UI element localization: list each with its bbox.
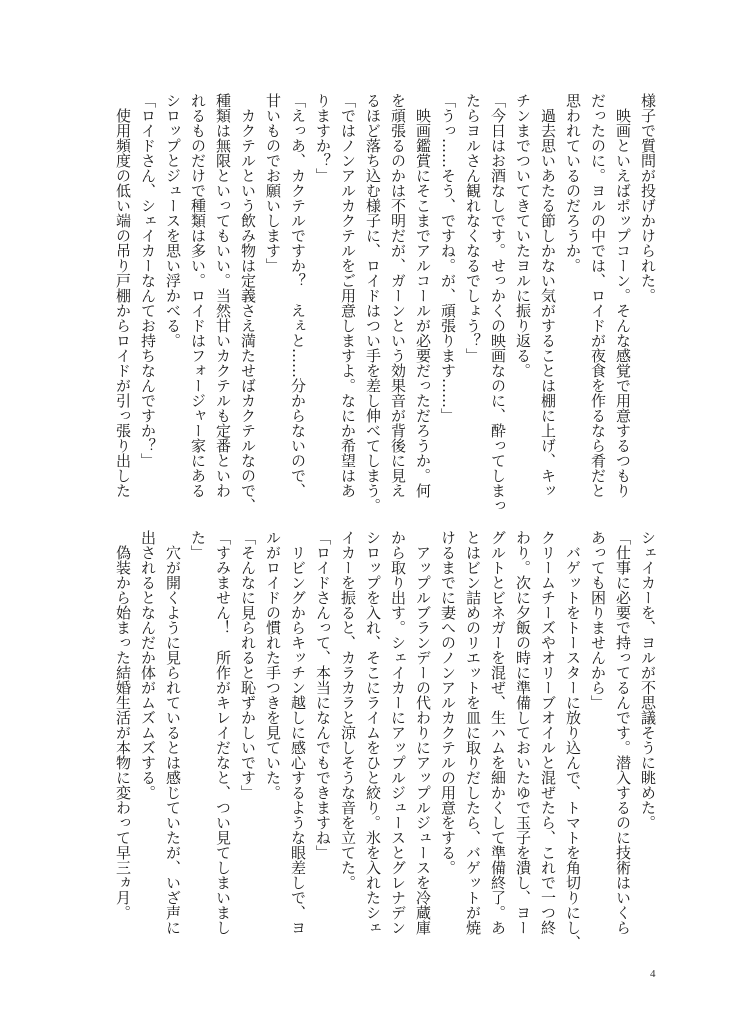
text-line: 「今日はお酒なしです。せっかくの映画なのに、酔ってしまっ xyxy=(489,93,507,513)
text-line: 種類は無限といってもいい。当然甘いカクテルも定番といわ xyxy=(214,93,232,498)
text-line: 思われているのだろうか。 xyxy=(564,93,582,273)
text-line: あっても困りませんから」 xyxy=(589,530,607,710)
text-line: カクテルという飲み物は定義さえ満たせばカクテルなので、 xyxy=(239,93,257,513)
text-line: りますか？」 xyxy=(314,93,332,183)
text-line: 「仕事に必要で持ってるんです。潜入するのに技術はいくら xyxy=(614,530,632,935)
text-line: 「すみません！ 所作がキレイだなと、つい見てしまいまし xyxy=(214,530,232,935)
text-line: アップルブランデーの代わりにアップルジュースを冷蔵庫 xyxy=(414,530,432,935)
text-line: イカーを振ると、カラカラと涼しそうな音を立てた。 xyxy=(339,530,357,890)
bottom-text-block xyxy=(110,530,660,950)
text-line: 映画鑑賞にそこまでアルコールが必要だっただろうか。何 xyxy=(414,93,432,498)
text-line: 甘いものでお願いします」 xyxy=(264,93,282,273)
top-text-block xyxy=(110,93,660,513)
text-line: ルがロイドの慣れた手つきを見ていた。 xyxy=(264,530,282,800)
text-line: たらヨルさん観れなくなるでしょう？」 xyxy=(464,93,482,363)
text-line: れるものだけで種類は多い。ロイドはフォージャー家にある xyxy=(189,93,207,498)
text-line: 「うっ……そう、ですね。が、頑張ります……」 xyxy=(439,93,457,423)
text-line: 穴が開くように見られているとは感じていたが、いざ声に xyxy=(164,530,182,935)
text-line: リビングからキッチン越しに感心するような眼差しで、ヨ xyxy=(289,530,307,935)
text-line: 「ロイドさんって、本当になんでもできますね」 xyxy=(314,530,332,860)
text-line: クリームチーズやオリーブオイルと混ぜたら、これで一つ終 xyxy=(539,530,557,935)
text-line: た」 xyxy=(189,530,207,560)
text-line: だったのに。ヨルの中では、ロイドが夜食を作るなら肴だと xyxy=(589,93,607,498)
text-line: けるまでに妻へのノンアルカクテルの用意をする。 xyxy=(439,530,457,875)
text-line: を頑張るのかは不明だが、ガーンという効果音が背後に見え xyxy=(389,93,407,498)
text-line: わり。次に夕飯の時に準備しておいたゆで玉子を潰し、ヨー xyxy=(514,530,532,935)
page-number: 4 xyxy=(650,968,656,980)
text-line: 出されるとなんだか体がムズムズする。 xyxy=(139,530,157,800)
text-line: シロップを入れ、そこにライムをひと絞り。氷を入れたシェ xyxy=(364,530,382,935)
text-line: グルトとビネガーを混ぜ、生ハムを細かくして準備終了。あ xyxy=(489,530,507,935)
text-line: 様子で質問が投げかけられた。 xyxy=(639,93,657,303)
text-line: シェイカーを、ヨルが不思議そうに眺めた。 xyxy=(639,530,657,830)
text-line: 過去思いあたる節しかない気がすることは棚に上げ、キッ xyxy=(539,93,557,498)
text-line: 偽装から始まった結婚生活が本物に変わって早三ヵ月。 xyxy=(114,530,132,920)
text-line: 「ロイドさん、シェイカーなんてお持ちなんですか？」 xyxy=(139,93,157,468)
text-line: るほど落ち込む様子に、ロイドはつい手を差し伸べてしまう。 xyxy=(364,93,382,513)
text-line: とはビン詰めのリエットを皿に取りだしたら、バゲットが焼 xyxy=(464,530,482,935)
text-line: チンまでついてきていたヨルに振り返る。 xyxy=(514,93,532,378)
text-line: 「そんなに見られると恥ずかしいです」 xyxy=(239,530,257,800)
text-line: 使用頻度の低い端の吊り戸棚からロイドが引っ張り出した xyxy=(114,93,132,498)
text-line: バゲットをトースターに放り込んで、トマトを角切りにし、 xyxy=(564,530,582,950)
text-line: 映画といえばポップコーン。そんな感覚で用意するつもり xyxy=(614,93,632,498)
text-line: シロップとジュースを思い浮かべる。 xyxy=(164,93,182,348)
text-line: 「ではノンアルカクテルをご用意しますよ。なにか希望はあ xyxy=(339,93,357,498)
text-line: から取り出す。シェイカーにアップルジュースとグレナデン xyxy=(389,530,407,935)
text-line: 「えっあ、カクテルですか？ えぇと……分からないので、 xyxy=(289,93,307,498)
